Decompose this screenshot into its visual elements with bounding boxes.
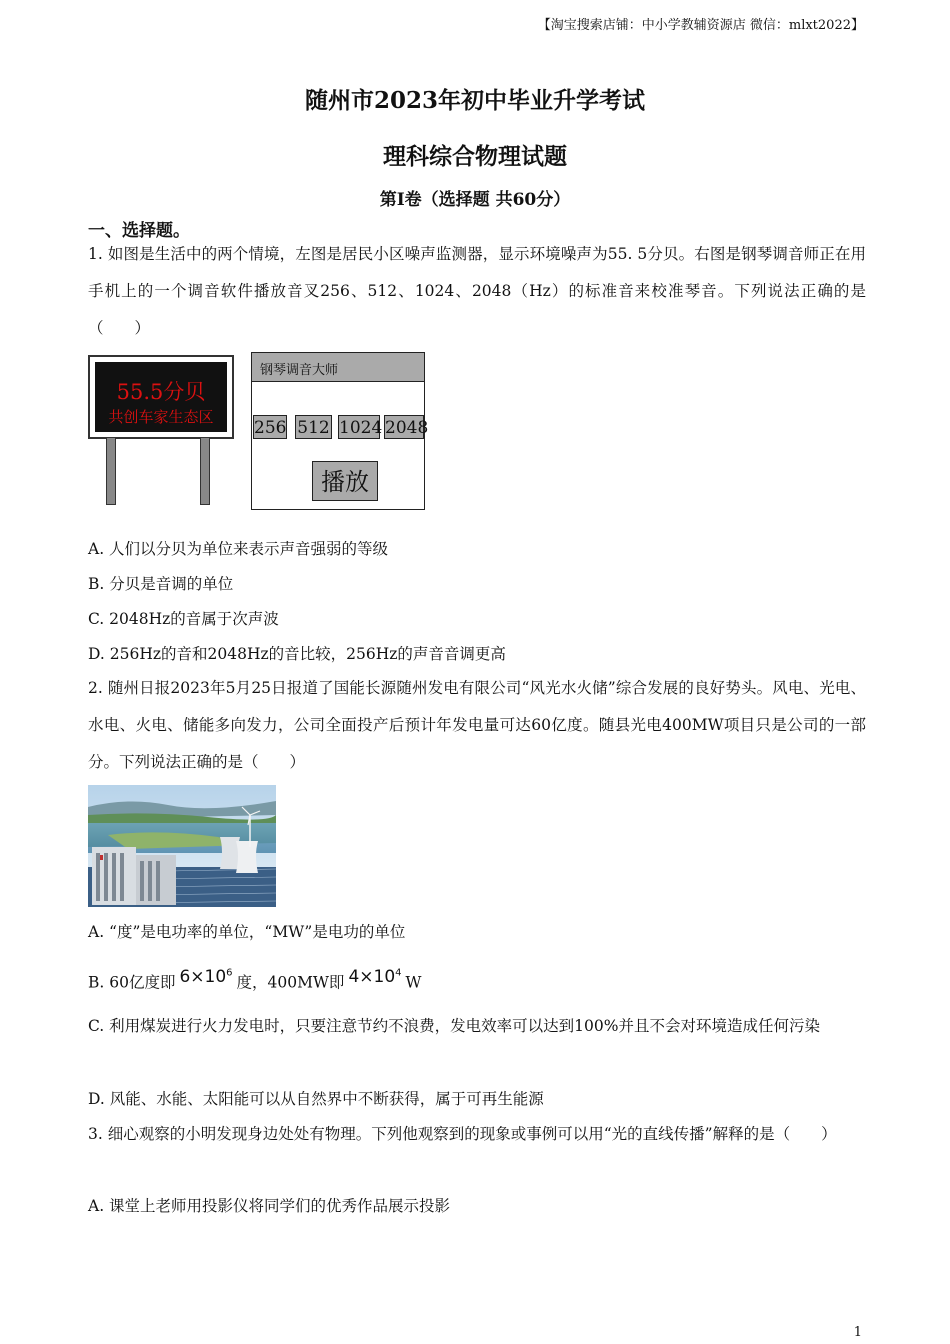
header-note: 【淘宝搜索店铺：中小学教辅资源店 微信：mlxt2022】 xyxy=(537,18,864,33)
part-title: 第I卷（选择题 共60分） xyxy=(379,190,571,210)
question-2-option-c: C. 利用煤炭进行火力发电时，只要注意节约不浪费，发电效率可以达到100%并且不会对环境造成任何污染 xyxy=(88,1017,820,1035)
monitor-board xyxy=(88,355,234,439)
monitor-leg-right xyxy=(200,437,210,505)
question-1-stem: 1. 如图是生活中的两个情境，左图是居民小区噪声监测器，显示环境噪声为55. 5分贝。右图是钢琴调音师正在用手机上的一个调音软件播放音叉256、512、1024、2048（Hz）的标准音来校准琴音。下列说法正确的是（ ） xyxy=(88,245,866,337)
monitor-screen xyxy=(95,362,227,432)
noise-monitor-figure xyxy=(88,355,232,505)
option-b-middle: 度，400MW即 xyxy=(236,973,345,992)
monitor-slogan: 共创车家生态区 xyxy=(108,408,214,426)
question-2-stem: 2. 随州日报2023年5月25日报道了国能长源随州发电有限公司“风光水火储”综合发展的良好势头。风电、光电、水电、火电、储能多向发力，公司全面投产后预计年发电量可达60亿度。随县光电400MW项目只是公司的一部分。下列说法正确的是（ ） xyxy=(88,679,866,771)
exam-title: 随州市2023年初中毕业升学考试 xyxy=(304,87,645,114)
question-2-option-d: D. 风能、水能、太阳能可以从自然界中不断获得，属于可再生能源 xyxy=(88,1090,544,1108)
question-2-option-b xyxy=(88,968,421,994)
play-button: 播放 xyxy=(312,461,378,501)
section-title: 一、选择题。 xyxy=(88,221,190,241)
exam-subtitle: 理科综合物理试题 xyxy=(383,143,567,170)
option-b-suffix: W xyxy=(405,973,422,992)
power-station-photo xyxy=(88,785,276,907)
math-1-exponent: 6 xyxy=(226,967,233,978)
math-2-exponent: 4 xyxy=(395,967,402,978)
option-b-prefix: B. 60亿度即 xyxy=(88,973,176,992)
tuning-app-figure xyxy=(251,352,429,510)
question-2-option-a: A. “度”是电功率的单位，“MW”是电功的单位 xyxy=(88,923,406,941)
question-3-option-a: A. 课堂上老师用投影仪将同学们的优秀作品展示投影 xyxy=(88,1197,451,1215)
app-title: 钢琴调音大师 xyxy=(260,363,339,378)
math-expression-2 xyxy=(348,967,401,987)
question-1-option-d: D. 256Hz的音和2048Hz的音比较，256Hz的声音音调更高 xyxy=(88,645,506,663)
key-512: 512 xyxy=(295,415,332,439)
question-3-stem: 3. 细心观察的小明发现身边处处有物理。下列他观察到的现象或事例可以用“光的直线传播”解释的是（ ） xyxy=(88,1125,837,1143)
question-1-option-c: C. 2048Hz的音属于次声波 xyxy=(88,610,279,628)
key-1024: 1024 xyxy=(338,415,380,439)
key-2048: 2048 xyxy=(384,415,424,439)
question-1-option-a: A. 人们以分贝为单位来表示声音强弱的等级 xyxy=(88,540,389,558)
monitor-leg-left xyxy=(106,437,116,505)
page-number: 1 xyxy=(853,1325,862,1340)
noise-reading: 55.5分贝 xyxy=(116,380,206,404)
app-title-bar xyxy=(252,353,424,382)
math-1-base: 6×10 xyxy=(179,966,227,987)
math-expression-1 xyxy=(179,967,232,987)
math-2-base: 4×10 xyxy=(348,966,396,987)
key-256: 256 xyxy=(253,415,287,439)
question-1-option-b: B. 分贝是音调的单位 xyxy=(88,575,234,593)
